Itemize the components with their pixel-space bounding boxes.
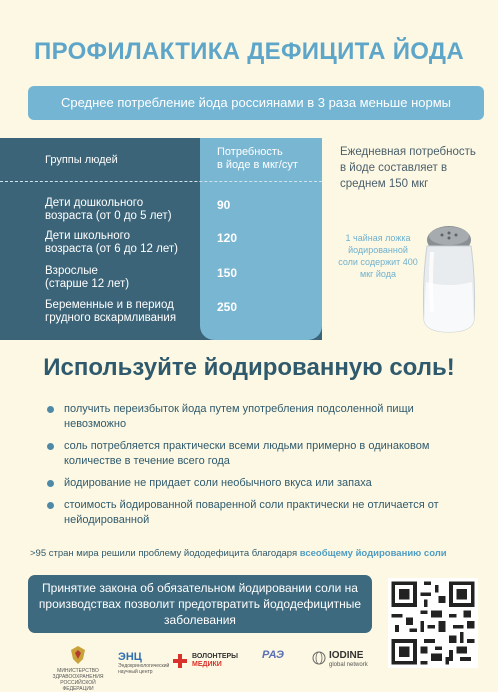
subtitle-banner: Среднее потребление йода россиянами в 3 раза меньше нормы bbox=[28, 86, 484, 120]
bullet-icon bbox=[47, 502, 54, 509]
enc-logo: ЭНЦ Эндокринологический научный центр bbox=[118, 651, 170, 675]
spoon-note: 1 чайная ложка йодированной соли содержит 400 мкг йода bbox=[338, 233, 418, 279]
partner-logos bbox=[30, 645, 380, 692]
iodine-network-logo: IODINE global network bbox=[312, 651, 382, 669]
table-row-value: 120 bbox=[217, 231, 238, 245]
use-salt-heading: Используйте йодированную соль! bbox=[43, 354, 455, 381]
volunteers-logo: ВОЛОНТЕРЫ МЕДИКИ bbox=[172, 653, 252, 669]
countries-stat: >95 стран мира решили проблему йододефицита благодаря всеобщему йодированию соли bbox=[30, 548, 447, 559]
benefits-list bbox=[44, 402, 474, 535]
daily-need-note: Ежедневная потребность в йоде составляет в среднем 150 мкг bbox=[340, 146, 476, 190]
table-header-groups: Группы людей bbox=[45, 154, 118, 166]
list-item: получить переизбыток йода путем употребления подсоленной пищи невозможно bbox=[44, 402, 474, 432]
table-header-need: Потребность в йоде в мкг/сут bbox=[217, 146, 298, 171]
red-cross-icon bbox=[172, 653, 188, 669]
table-row-label: Взрослые (старше 12 лет) bbox=[45, 265, 130, 290]
table-row-label: Дети школьного возраста (от 6 до 12 лет) bbox=[45, 230, 178, 255]
table-divider bbox=[0, 181, 322, 182]
salt-shaker-icon bbox=[418, 222, 480, 334]
qr-code-icon[interactable] bbox=[388, 578, 478, 668]
emblem-icon bbox=[68, 645, 88, 665]
law-callout: Принятие закона об обязательном йодировании соли на производствах позволит предотвратить йододефицитные заболевания bbox=[28, 575, 372, 633]
table-row-value: 90 bbox=[217, 198, 231, 212]
table-row-label: Беременные и в период грудного вскармливания bbox=[45, 299, 177, 324]
bullet-icon bbox=[47, 480, 54, 487]
rae-logo: РАЭ bbox=[262, 649, 284, 661]
table-row-value: 150 bbox=[217, 266, 238, 280]
list-item: йодирование не придает соли необычного вкуса или запаха bbox=[44, 476, 474, 491]
bullet-icon bbox=[47, 443, 54, 450]
globe-icon bbox=[312, 651, 326, 665]
bullet-icon bbox=[47, 406, 54, 413]
table-row-value: 250 bbox=[217, 300, 238, 314]
list-item: соль потребляется практически всеми людьми примерно в одинаковом количестве в течение всего года bbox=[44, 439, 474, 469]
ministry-logo: МИНИСТЕРСТВО ЗДРАВООХРАНЕНИЯ РОССИЙСКОЙ ФЕДЕРАЦИИ bbox=[50, 645, 106, 692]
page-title: ПРОФИЛАКТИКА ДЕФИЦИТА ЙОДА bbox=[34, 38, 464, 65]
table-row-label: Дети дошкольного возраста (от 0 до 5 лет) bbox=[45, 197, 172, 222]
list-item: стоимость йодированной поваренной соли практически не отличается от нейодированной bbox=[44, 498, 474, 528]
